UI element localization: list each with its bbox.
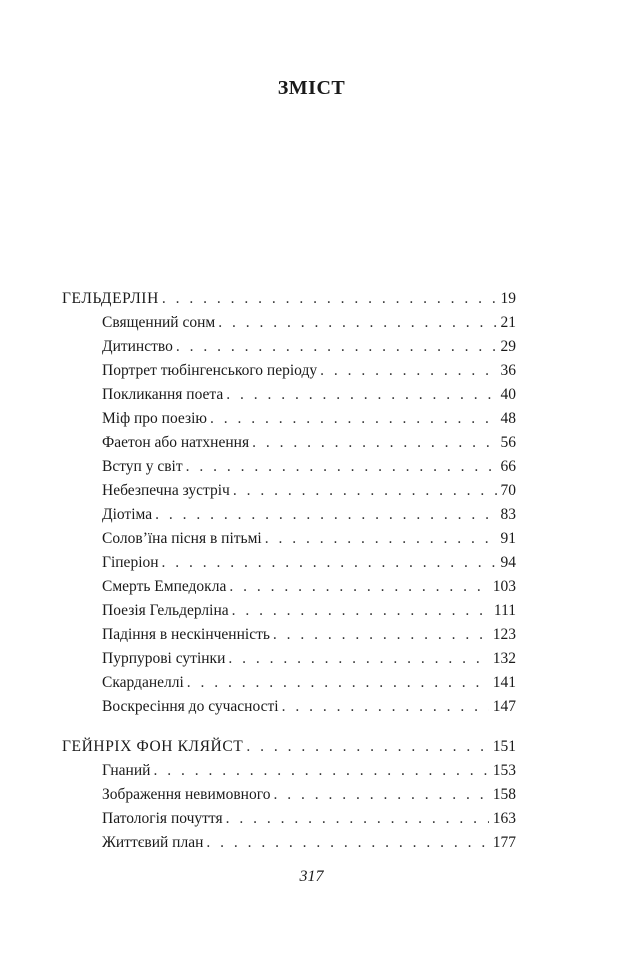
toc-entry[interactable] <box>102 431 516 455</box>
toc-page-number: 36 <box>500 362 516 379</box>
toc-entry-label: Поезія Гельдерліна <box>102 602 229 619</box>
toc-entry-label: Дитинство <box>102 338 173 355</box>
dot-leader <box>273 783 488 807</box>
toc-section-title: ГЕЙНРІХ ФОН КЛЯЙСТ <box>62 738 244 755</box>
toc-entry-label: Діотіма <box>102 506 153 523</box>
dot-leader <box>246 735 488 759</box>
dot-leader <box>210 407 497 431</box>
toc-section-title: ГЕЛЬДЕРЛІН <box>62 290 159 307</box>
toc-entry-label: Покликання поета <box>102 386 224 403</box>
toc-entry[interactable] <box>102 623 516 647</box>
toc-page-number: 163 <box>492 810 516 827</box>
toc-entry-label: Зображення невимовного <box>102 786 271 803</box>
toc-entry-label: Небезпечна зустріч <box>102 482 230 499</box>
page-title: ЗМІСТ <box>277 77 346 99</box>
dot-leader <box>206 831 488 855</box>
toc-page-number: 94 <box>500 554 516 571</box>
toc-entry-label: Солов’їна пісня в пітьмі <box>102 530 262 547</box>
toc-entry-label: Пурпурові сутінки <box>102 650 226 667</box>
dot-leader <box>176 335 497 359</box>
page-number: 317 <box>299 868 324 885</box>
toc-entry-label: Патологія почуття <box>102 810 223 827</box>
dot-leader <box>320 359 496 383</box>
toc-entry[interactable] <box>102 503 516 527</box>
toc-entry[interactable] <box>102 783 516 807</box>
dot-leader <box>273 623 489 647</box>
toc-entry[interactable] <box>102 551 516 575</box>
toc-entry[interactable] <box>102 807 516 831</box>
toc-page-number: 19 <box>500 290 516 307</box>
toc-page-number: 132 <box>492 650 516 667</box>
toc-page-number: 66 <box>500 458 516 475</box>
toc-entry-label: Смерть Емпедокла <box>102 578 227 595</box>
dot-leader <box>155 503 496 527</box>
toc-entry[interactable] <box>102 311 516 335</box>
toc-entry[interactable] <box>102 527 516 551</box>
toc-page-number: 21 <box>500 314 516 331</box>
toc-section-heading[interactable] <box>62 287 516 311</box>
toc-page-number: 40 <box>500 386 516 403</box>
dot-leader <box>265 527 497 551</box>
toc-page-number: 153 <box>492 762 516 779</box>
toc-entry[interactable] <box>102 359 516 383</box>
toc-entry[interactable] <box>102 759 516 783</box>
toc-section-heading[interactable] <box>62 735 516 759</box>
toc-page-number: 177 <box>492 834 516 851</box>
toc-entry[interactable] <box>102 671 516 695</box>
toc-page-number: 111 <box>493 602 516 619</box>
dot-leader <box>153 759 488 783</box>
toc-entry-label: Вступ у світ <box>102 458 183 475</box>
toc-entry-label: Життєвий план <box>102 834 204 851</box>
toc-page-number: 103 <box>492 578 516 595</box>
toc-page-number: 70 <box>500 482 516 499</box>
toc-entry-label: Гіперіон <box>102 554 159 571</box>
toc-entry-label: Фаетон або натхнення <box>102 434 250 451</box>
dot-leader <box>226 807 489 831</box>
toc-page-number: 158 <box>492 786 516 803</box>
toc-page-number: 83 <box>500 506 516 523</box>
toc-page-number: 141 <box>492 674 516 691</box>
toc-page-number: 151 <box>492 738 516 755</box>
toc-entry-label: Воскресіння до сучасності <box>102 698 279 715</box>
dot-leader <box>228 647 488 671</box>
dot-leader <box>233 479 497 503</box>
dot-leader <box>229 575 488 599</box>
toc-entry[interactable] <box>102 647 516 671</box>
toc-entry-label: Портрет тюбінгенського періоду <box>102 362 318 379</box>
dot-leader <box>282 695 489 719</box>
toc-page-number: 29 <box>500 338 516 355</box>
toc-page-number: 48 <box>500 410 516 427</box>
dot-leader <box>226 383 496 407</box>
toc-page-number: 123 <box>492 626 516 643</box>
toc-page-number: 147 <box>492 698 516 715</box>
toc-entry[interactable] <box>102 575 516 599</box>
toc-entry-label: Священний сонм <box>102 314 216 331</box>
dot-leader <box>162 551 497 575</box>
toc-page-number: 56 <box>500 434 516 451</box>
toc-entry[interactable] <box>102 695 516 719</box>
toc-entry[interactable] <box>102 383 516 407</box>
dot-leader <box>186 455 497 479</box>
dot-leader <box>218 311 496 335</box>
toc-page-number: 91 <box>500 530 516 547</box>
dot-leader <box>187 671 489 695</box>
toc-entry[interactable] <box>102 599 516 623</box>
toc-entry[interactable] <box>102 335 516 359</box>
toc-entry[interactable] <box>102 831 516 855</box>
toc-entry[interactable] <box>102 407 516 431</box>
toc-entry-label: Скарданеллі <box>102 674 184 691</box>
dot-leader <box>162 287 497 311</box>
toc-entry-label: Гнаний <box>102 762 151 779</box>
toc-entry-label: Падіння в нескінченність <box>102 626 270 643</box>
toc-entry-label: Міф про поезію <box>102 410 207 427</box>
dot-leader <box>252 431 496 455</box>
toc-entry[interactable] <box>102 479 516 503</box>
dot-leader <box>232 599 490 623</box>
toc-entry[interactable] <box>102 455 516 479</box>
